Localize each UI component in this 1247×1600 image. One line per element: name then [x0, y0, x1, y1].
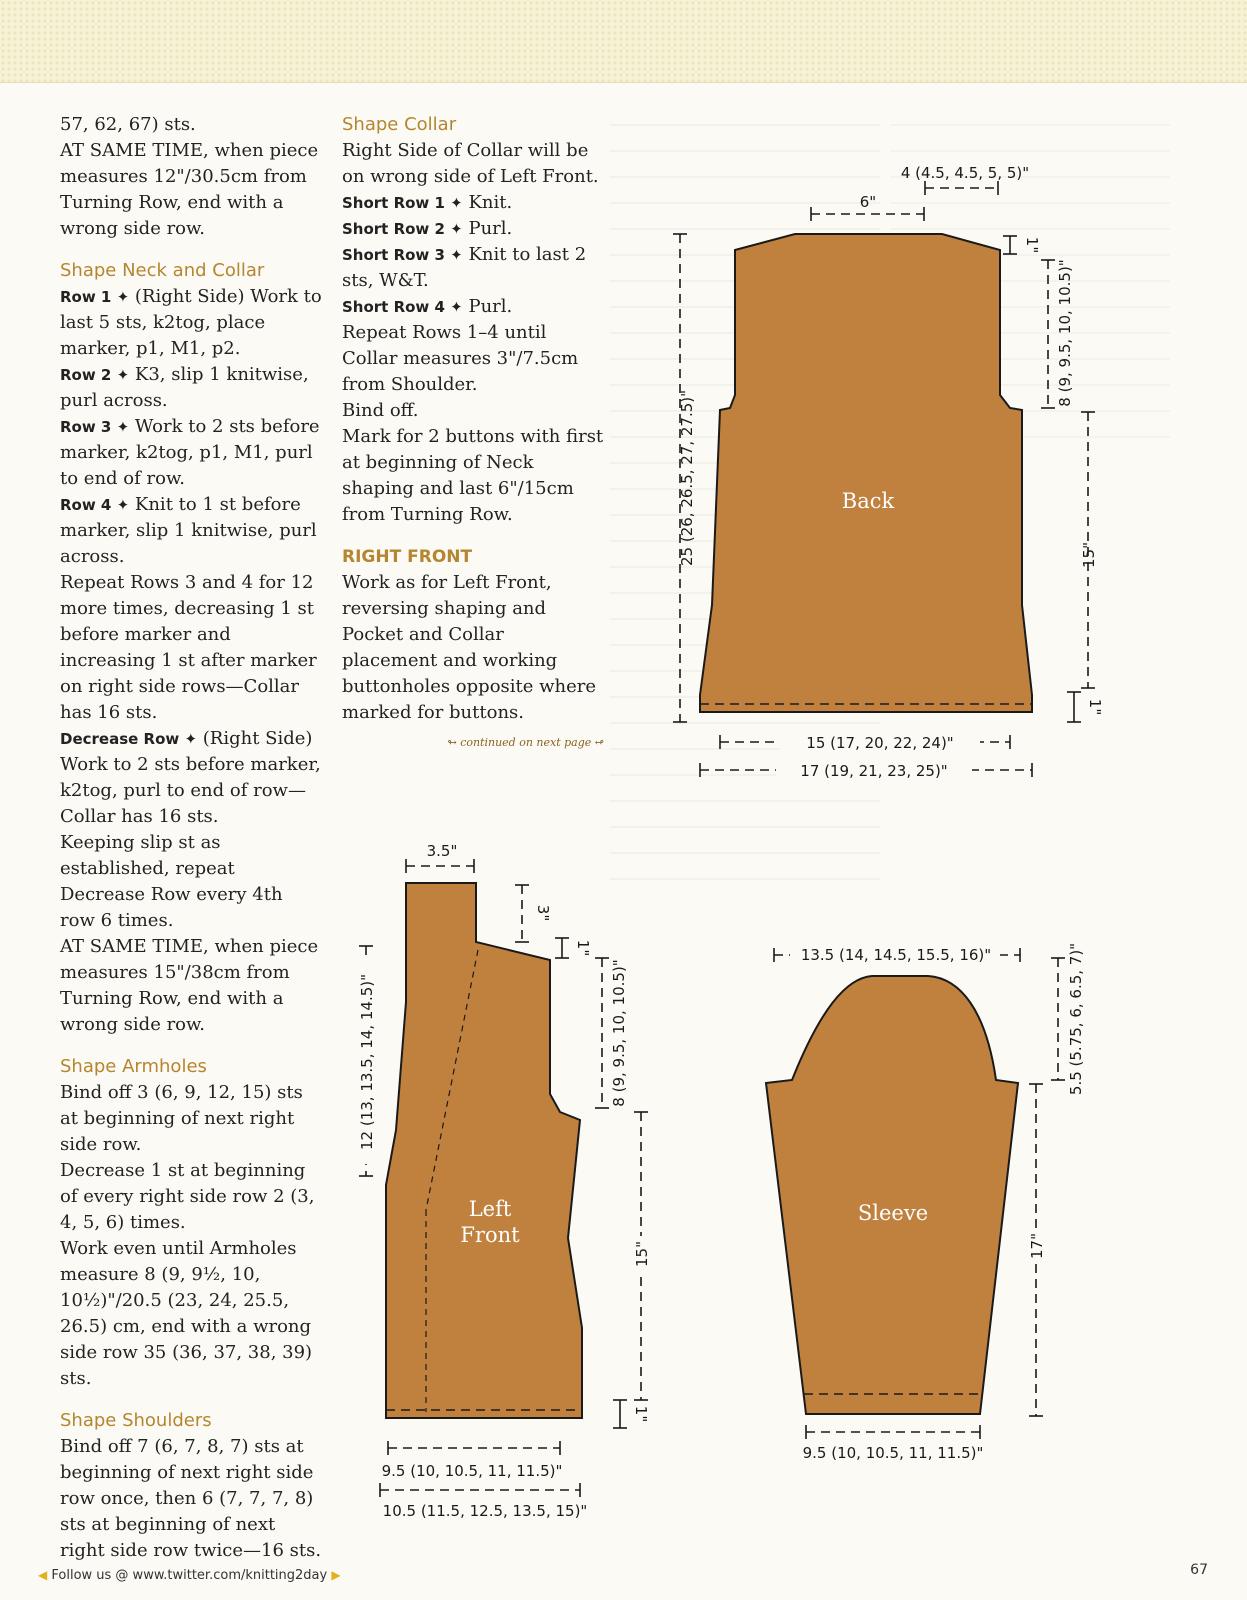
row-label: Decrease Row ✦: [60, 730, 198, 748]
dim-label: 15": [1080, 542, 1098, 568]
dim-label: 8 (9, 9.5, 10, 10.5)": [610, 959, 628, 1107]
row-text: (Right Side) Work to 2 sts before marker, k2tog, purl to end of row—Collar has 16 sts.: [60, 728, 321, 827]
paragraph: 57, 62, 67) sts.: [60, 114, 196, 135]
dim-label: 9.5 (10, 10.5, 11, 11.5)": [381, 1462, 563, 1480]
piece-label: Back: [841, 489, 895, 513]
arrow-icon: ◀: [38, 1568, 48, 1582]
paragraph: AT SAME TIME, when piece measures 15"/38cm from Turning Row, end with a wrong side row.: [60, 936, 319, 1035]
paragraph: AT SAME TIME, when piece measures 12"/30.5cm from Turning Row, end with a wrong side row.: [60, 140, 319, 239]
dim-label: 5.5 (5.75, 6, 6.5, 7)": [1067, 942, 1085, 1096]
row-text: Knit to last 2 sts, W&T.: [342, 244, 587, 291]
row-label: Short Row 1 ✦: [342, 194, 463, 212]
section-heading: Shape Collar: [342, 114, 457, 135]
row-text: Knit to 1 st before marker, slip 1 knitwise, purl across.: [60, 494, 317, 567]
section-heading: Shape Shoulders: [60, 1410, 212, 1431]
paragraph: Repeat Rows 1–4 until Collar measures 3"/7.5cm from Shoulder.: [342, 322, 579, 395]
left-front-schematic: [356, 842, 651, 1520]
page-footer: [38, 1562, 1208, 1592]
dim-label: 1": [632, 1405, 650, 1423]
dim-label: 13.5 (14, 14.5, 15.5, 16)": [800, 946, 992, 964]
continued-text: continued on next page: [460, 736, 592, 749]
section-heading: RIGHT FRONT: [342, 547, 473, 567]
arrow-icon: ↫: [591, 736, 604, 749]
dim-label: 1": [1023, 236, 1041, 254]
row-label: Row 1 ✦: [60, 288, 130, 306]
arrow-icon: ▶: [331, 1568, 341, 1582]
dim-label: 3.5": [426, 842, 458, 860]
left-front-piece: [386, 883, 582, 1418]
paragraph: Mark for 2 buttons with first at beginning of Neck shaping and last 6"/15cm from Turning Row.: [342, 426, 604, 525]
section-heading: Shape Neck and Collar: [60, 260, 265, 281]
dim-label: 6": [859, 193, 877, 211]
row-text: Purl.: [462, 218, 513, 239]
row-text: Knit.: [462, 192, 513, 213]
paragraph: Decrease 1 st at beginning of every right side row 2 (3, 4, 5, 6) times.: [60, 1160, 315, 1233]
row-label: Row 3 ✦: [60, 418, 130, 436]
dim-label: 25 (26, 26.5, 27, 27.5)": [678, 389, 696, 567]
arrow-icon: ↬: [447, 736, 461, 749]
paragraph: Right Side of Collar will be on wrong side of Left Front.: [342, 140, 599, 187]
dim-label: 1": [1086, 698, 1104, 716]
dim-label: 4 (4.5, 4.5, 5, 5)": [900, 164, 1030, 182]
piece-label: Front: [460, 1223, 520, 1247]
paragraph: Bind off 7 (6, 7, 8, 7) sts at beginning of next right side row once, then 6 (7, 7, 7, 8) sts at beginning of next right side row twice—16 sts.: [60, 1436, 322, 1561]
back-piece: [700, 234, 1032, 712]
dim-label: 15": [633, 1241, 651, 1267]
paragraph: Repeat Rows 3 and 4 for 12 more times, decreasing 1 st before marker and increasing 1 st after marker on right side rows—Collar has 16 sts.: [60, 572, 317, 723]
page-number: 67: [1190, 1562, 1208, 1578]
paragraph: Work even until Armholes measure 8 (9, 9½, 10, 10½)"/20.5 (23, 24, 25.5, 26.5) cm, end with a wrong side row 35 (36, 37, 38, 39) sts.: [60, 1238, 313, 1389]
paragraph: Bind off.: [342, 400, 419, 421]
row-label: Short Row 3 ✦: [342, 246, 463, 264]
dim-label: 15 (17, 20, 22, 24)": [806, 734, 954, 752]
dim-label: 17": [1028, 1233, 1046, 1259]
row-text: Work to 2 sts before marker, k2tog, p1, M1, purl to end of row.: [60, 416, 320, 489]
row-text: Purl.: [462, 296, 513, 317]
paragraph: Work as for Left Front, reversing shaping and Pocket and Collar placement and working buttonholes opposite where marked for buttons.: [342, 572, 597, 723]
twitter-link[interactable]: Follow us @ www.twitter.com/knitting2day: [51, 1568, 328, 1583]
row-text: K3, slip 1 knitwise, purl across.: [60, 364, 309, 411]
dim-label: 1": [574, 939, 592, 957]
dim-label: 10.5 (11.5, 12.5, 13.5, 15)": [382, 1502, 588, 1520]
dim-label: 12 (13, 13.5, 14, 14.5)": [358, 973, 376, 1151]
row-label: Row 4 ✦: [60, 496, 130, 514]
section-heading: Shape Armholes: [60, 1056, 207, 1077]
sleeve-schematic: [766, 943, 1085, 1462]
sleeve-piece: [766, 976, 1018, 1414]
row-label: Row 2 ✦: [60, 366, 130, 384]
paragraph: Bind off 3 (6, 9, 12, 15) sts at beginning of next right side row.: [60, 1082, 303, 1155]
dim-label: 17 (19, 21, 23, 25)": [800, 762, 948, 780]
dim-label: 8 (9, 9.5, 10, 10.5)": [1056, 259, 1074, 407]
back-schematic: [673, 164, 1104, 780]
paragraph: Keeping slip st as established, repeat Decrease Row every 4th row 6 times.: [60, 832, 283, 931]
piece-label: Left: [468, 1197, 512, 1221]
dim-label: 3": [534, 904, 552, 922]
dim-label: 9.5 (10, 10.5, 11, 11.5)": [802, 1444, 984, 1462]
row-label: Short Row 2 ✦: [342, 220, 463, 238]
row-label: Short Row 4 ✦: [342, 298, 463, 316]
piece-label: Sleeve: [857, 1201, 929, 1225]
row-text: (Right Side) Work to last 5 sts, k2tog, place marker, p1, M1, p2.: [60, 286, 322, 359]
